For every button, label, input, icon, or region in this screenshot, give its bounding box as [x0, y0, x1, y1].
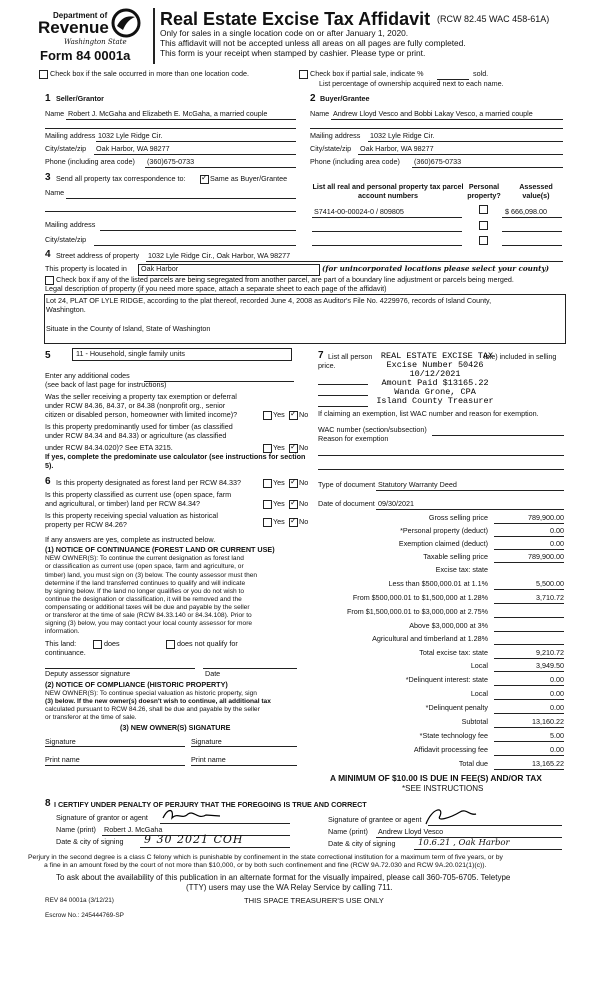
- doc-date-line: [376, 509, 564, 510]
- seller-name[interactable]: Robert J. McGaha and Elizabeth E. McGaha, a married couple: [68, 109, 268, 118]
- grantor-signature-label: Signature of grantor or agent: [56, 813, 148, 822]
- calc-value-14[interactable]: 0.00: [494, 704, 564, 714]
- grantor-signature-image: [160, 806, 240, 824]
- owner-print-label-2: Print name: [191, 755, 226, 764]
- section-8-number: 8: [45, 798, 51, 809]
- notice-1-line-6: continue the designation or classification, it will be removed and the: [45, 596, 242, 603]
- personal-property-checkbox-2[interactable]: [479, 221, 488, 230]
- calc-label-5: Less than $500,000.01 at 1.1%: [388, 579, 488, 588]
- header-divider: [153, 8, 155, 64]
- does-qualify-checkbox[interactable]: [93, 640, 102, 649]
- calc-label-4: Excise tax: state: [435, 565, 488, 574]
- items-line-2: [318, 395, 368, 396]
- availability-line-2: (TTY) users may use the WA Relay Service by calling 711.: [186, 883, 393, 892]
- this-land-label: This land:: [45, 639, 77, 648]
- doc-type-line: [376, 490, 564, 491]
- personal-property-checkbox-1[interactable]: [479, 205, 488, 214]
- exemption-yes-checkbox[interactable]: [263, 411, 272, 420]
- notice-1-line-3: timber) land, you must sign on (3) below. The county assessor must then: [45, 572, 258, 579]
- calc-label-14: *Delinquent penalty: [425, 703, 488, 712]
- corr-mailing-line: [100, 230, 296, 231]
- unincorporated-note: (for unincorporated locations please select your county): [322, 264, 550, 273]
- located-label: This property is located in: [45, 264, 127, 273]
- legal-line-1: Lot 24, PLAT OF LYLE RIDGE, according to the plat thereof, recorded June 4, 2008 as Auditor's File No. 4229976, records of Island County,: [46, 296, 492, 305]
- legal-line-2: Washington.: [46, 305, 86, 314]
- grantee-signature-image: [420, 804, 480, 828]
- seller-city-label: City/state/zip: [45, 144, 87, 153]
- current-use-no-checkbox[interactable]: [289, 500, 298, 509]
- stamp-line-1: REAL ESTATE EXCISE TAX: [380, 351, 494, 361]
- same-as-buyer-checkbox[interactable]: [200, 175, 209, 184]
- notice-continuance-heading: (1) NOTICE OF CONTINUANCE (FOREST LAND OR CURRENT USE): [45, 545, 275, 554]
- section-5-number: 5: [45, 350, 51, 361]
- tax-calculation-table: [318, 514, 576, 774]
- historic-yes-checkbox[interactable]: [263, 518, 272, 527]
- corr-city-line: [94, 245, 296, 246]
- owner-print-line-2: [191, 765, 297, 766]
- notice-2-line-1: NEW OWNER(S): To continue special valuation as historic property, sign: [45, 690, 257, 697]
- grantor-name[interactable]: Robert J. McGaha: [104, 825, 163, 834]
- header: [0, 0, 600, 70]
- header-line-3: This form is your receipt when stamped by cashier. Please type or print.: [160, 48, 426, 58]
- calc-label-13: Local: [470, 689, 488, 698]
- form-title: Real Estate Excise Tax Affidavit: [160, 9, 431, 29]
- grantee-name[interactable]: Andrew Lloyd Vesco: [378, 827, 444, 836]
- grantor-date-label: Date & city of signing: [56, 837, 124, 846]
- legal-description-label: Legal description of property (if you need more space, attach a separate sheet to each page of the affidavit): [45, 284, 387, 293]
- partial-sold-label: sold.: [473, 69, 489, 78]
- buyer-mailing-line: [368, 141, 563, 142]
- calc-value-1[interactable]: 0.00: [494, 527, 564, 537]
- notice-1-line-1: NEW OWNER(S): To continue the current designation as forest land: [45, 555, 244, 562]
- seller-name-label: Name: [45, 109, 65, 118]
- owner-sig-label-1: Signature: [45, 737, 76, 746]
- list-all-label: List all person: [328, 352, 373, 361]
- corr-name-line: [66, 198, 296, 199]
- notice-1-line-10: information.: [45, 628, 80, 635]
- calc-label-3: Taxable selling price: [423, 552, 488, 561]
- header-line-2: This affidavit will not be accepted unless all areas on all pages are fully completed.: [160, 38, 466, 48]
- forest-yes-label: Yes: [273, 478, 285, 487]
- parcel-number[interactable]: S7414-00-00024-0 / 809805: [314, 207, 404, 216]
- partial-list-label: List percentage of ownership acquired next to each name.: [319, 79, 504, 88]
- legal-description-box[interactable]: [44, 294, 566, 344]
- assessed-line-2: [502, 231, 562, 232]
- calc-label-18: Total due: [458, 759, 488, 768]
- buyer-heading: Buyer/Grantee: [320, 94, 370, 103]
- minimum-due-note: A MINIMUM OF $10.00 IS DUE IN FEE(S) AND/OR TAX: [330, 773, 542, 783]
- escrow-number: Escrow No.: 245444769-SP: [45, 912, 124, 919]
- calc-value-17[interactable]: 0.00: [494, 746, 564, 756]
- correspondence-label: Send all property tax correspondence to:: [56, 174, 186, 183]
- seller-city[interactable]: Oak Harbor, WA 98277: [96, 144, 170, 153]
- calc-value-16[interactable]: 5.00: [494, 732, 564, 742]
- timber-no-label: No: [299, 443, 309, 452]
- exemption-no-checkbox[interactable]: [289, 411, 298, 420]
- historic-no-checkbox[interactable]: [289, 518, 298, 527]
- included-label: ible) included in selling: [484, 352, 557, 361]
- calc-label-10: Total excise tax: state: [419, 648, 488, 657]
- calc-value-3[interactable]: 789,900.00: [494, 553, 564, 563]
- stamp-line-6: Island County Treasurer: [376, 396, 494, 406]
- rcw-reference: (RCW 82.45 WAC 458-61A): [437, 14, 550, 24]
- calc-value-0[interactable]: 789,900.00: [494, 514, 564, 524]
- revenue-logo-icon: [111, 8, 141, 38]
- section-2-number: 2: [310, 93, 316, 104]
- section-6-number: 6: [45, 476, 51, 487]
- grantor-date-line: [140, 847, 290, 848]
- street-label: Street address of property: [56, 251, 140, 260]
- calc-label-0: Gross selling price: [428, 513, 488, 522]
- corr-name-line-2: [45, 211, 296, 212]
- calc-value-2[interactable]: 0.00: [494, 540, 564, 550]
- agency-name: Revenue: [38, 18, 109, 37]
- calc-value-13[interactable]: 0.00: [494, 690, 564, 700]
- current-use-q-1: Is this property classified as current use (open space, farm: [45, 490, 232, 499]
- land-use-code-select[interactable]: [72, 348, 292, 361]
- forest-no-label: No: [299, 478, 309, 487]
- historic-q-2: property per RCW 84.26?: [45, 520, 127, 529]
- partial-sale-checkbox[interactable]: [299, 70, 308, 79]
- form-number: Form 84 0001a: [40, 48, 131, 63]
- items-line-3: [318, 406, 368, 407]
- seller-mailing-line: [96, 141, 296, 142]
- seller-heading: Seller/Grantor: [56, 94, 104, 103]
- seller-phone[interactable]: (360)675-0733: [147, 157, 195, 166]
- assessed-header: Assessed value(s): [519, 182, 553, 200]
- calc-value-10[interactable]: 9,210.72: [494, 649, 564, 659]
- dept-of: Department of: [53, 11, 108, 20]
- grantor-date-city[interactable]: 9 30 2021 COH: [144, 833, 244, 846]
- exemption-q-2: under RCW 84.36, 84.37, or 84.38 (nonprofit org., senior: [45, 401, 226, 410]
- current-use-q-2: and agricultural, or timber) land per RCW 84.34?: [45, 499, 201, 508]
- exemption-q-3: citizen or disabled person, homeowner with limited income)?: [45, 410, 238, 419]
- grantee-date-city[interactable]: 10.6.21 , Oak Harbor: [418, 838, 510, 848]
- calc-label-15: Subtotal: [461, 717, 488, 726]
- calc-value-11[interactable]: 3,949.50: [494, 662, 564, 672]
- calc-value-8[interactable]: [494, 622, 564, 632]
- calc-value-15[interactable]: 13,160.22: [494, 718, 564, 728]
- if-any-note: If any answers are yes, complete as instructed below.: [45, 535, 216, 544]
- partial-sale-label: Check box if partial sale, indicate %: [310, 69, 424, 78]
- additional-codes-label: Enter any additional codes: [45, 371, 130, 380]
- buyer-city-label: City/state/zip: [310, 144, 352, 153]
- buyer-mailing-label: Mailing address: [310, 131, 361, 140]
- reason-line-1: [318, 455, 564, 456]
- seller-name-line-2: [45, 128, 296, 129]
- doc-date-label: Date of document: [318, 499, 375, 508]
- availability-line-1: To ask about the availability of this publication in an alternate format for the visually impaired, please call 360-705-6705. Teletype: [56, 873, 511, 882]
- calc-value-9[interactable]: [494, 635, 564, 645]
- calc-value-18[interactable]: 13,165.22: [494, 760, 564, 770]
- forest-no-checkbox[interactable]: [289, 479, 298, 488]
- buyer-city-line: [358, 154, 563, 155]
- buyer-name-line-2: [310, 128, 563, 129]
- items-line-1: [318, 384, 368, 385]
- seller-phone-line: [145, 167, 296, 168]
- stamp-line-5: Wanda Grone, CPA: [394, 387, 476, 397]
- calc-label-2: Exemption claimed (deduct): [398, 539, 488, 548]
- grantor-name-label: Name (print): [56, 825, 96, 834]
- seller-mailing-label: Mailing address: [45, 131, 96, 140]
- calc-label-6: From $500,000.01 to $1,500,000 at 1.28%: [352, 593, 488, 602]
- same-as-buyer-label: Same as Buyer/Grantee: [210, 174, 288, 183]
- seller-mailing[interactable]: 1032 Lyle Ridge Cir.: [98, 131, 163, 140]
- location-value: Oak Harbor: [141, 264, 179, 273]
- certify-statement: I CERTIFY UNDER PENALTY OF PERJURY THAT THE FOREGOING IS TRUE AND CORRECT: [54, 800, 367, 809]
- multi-location-checkbox[interactable]: [39, 70, 48, 79]
- notice-2-line-2: (3) below. If the new owner(s) doesn't wish to continue, all additional tax: [45, 698, 271, 705]
- notice-1-line-5: by signing below. If the land no longer qualifies or you do not wish to: [45, 588, 245, 595]
- stamp-line-4: Amount Paid $13165.22: [381, 378, 489, 388]
- deputy-date-label: Date: [205, 669, 221, 678]
- current-use-no-label: No: [299, 499, 309, 508]
- notice-1-line-4: determine if the land transferred continues to qualify and will indicate: [45, 580, 246, 587]
- seller-phone-label: Phone (including area code): [45, 157, 135, 166]
- forest-yes-checkbox[interactable]: [263, 479, 272, 488]
- if-yes-note: If yes, complete the predominate use calculator (see instructions for section 5).: [45, 452, 306, 470]
- grantee-name-label: Name (print): [328, 827, 368, 836]
- historic-q-1: Is this property receiving special valuation as historical: [45, 511, 218, 520]
- calc-value-5[interactable]: 5,500.00: [494, 580, 564, 590]
- calc-label-8: Above $3,000,000 at 3%: [409, 621, 488, 630]
- calc-label-11: Local: [470, 661, 488, 670]
- notice-1-line-7: compensating or additional taxes will be due and payable by the seller: [45, 604, 250, 611]
- does-label: does: [104, 639, 120, 648]
- treasurer-use-label: THIS SPACE TREASURER'S USE ONLY: [244, 896, 384, 905]
- legal-line-3: Situate in the County of Island, State of Washington: [46, 324, 211, 333]
- doc-date-value[interactable]: 09/30/2021: [378, 499, 414, 508]
- owner-print-label-1: Print name: [45, 755, 80, 764]
- corr-city-label: City/state/zip: [45, 235, 87, 244]
- buyer-phone[interactable]: (360)675-0733: [414, 157, 462, 166]
- calc-value-12[interactable]: 0.00: [494, 676, 564, 686]
- exemption-claim-label: If claiming an exemption, list WAC number and reason for exemption.: [318, 409, 539, 418]
- calc-label-1: *Personal property (deduct): [400, 526, 488, 535]
- see-instructions-note: *SEE INSTRUCTIONS: [402, 784, 484, 793]
- parcel-header: List all real and personal property tax parcel account numbers: [312, 182, 464, 200]
- doc-type-value[interactable]: Statutory Warranty Deed: [378, 480, 457, 489]
- grantee-date-line: [414, 849, 562, 850]
- buyer-name[interactable]: Andrew Lloyd Vesco and Bobbi Lakay Vesco, a married couple: [333, 109, 533, 118]
- buyer-phone-line: [412, 167, 563, 168]
- timber-q-3: under RCW 84.34.020)? See ETA 3215.: [45, 443, 173, 452]
- notice-1-line-8: or transferor at the time of sale (RCW 84.33.140 or 84.34.108). Prior to: [45, 612, 252, 619]
- new-owner-sig-heading: (3) NEW OWNER(S) SIGNATURE: [120, 723, 231, 732]
- corr-mailing-label: Mailing address: [45, 220, 96, 229]
- buyer-name-line: [331, 119, 563, 120]
- notice-1-line-9: signing (3) below, you may contact your local county assessor for more: [45, 620, 253, 627]
- personal-header: Personal property?: [467, 182, 501, 200]
- calc-value-7[interactable]: [494, 608, 564, 618]
- forest-q: Is this property designated as forest land per RCW 84.33?: [56, 478, 241, 487]
- buyer-city[interactable]: Oak Harbor, WA 98277: [360, 144, 434, 153]
- exemption-yes-label: Yes: [273, 410, 285, 419]
- stamp-line-3: 10/12/2021: [409, 369, 461, 379]
- does-not-label: does not qualify for: [177, 639, 238, 648]
- historic-yes-label: Yes: [273, 517, 285, 526]
- multi-location-label: Check box if the sale occurred in more than one location code.: [50, 69, 249, 78]
- property-street[interactable]: 1032 Lyle Ridge Cir., Oak Harbor, WA 98277: [148, 251, 291, 260]
- notice-2-line-3: calculated pursuant to RCW 84.26, shall be due and payable by the seller: [45, 706, 260, 713]
- does-not-qualify-checkbox[interactable]: [166, 640, 175, 649]
- parcel-line-2: [312, 231, 462, 232]
- exemption-q-1: Was the seller receiving a property tax exemption or deferral: [45, 392, 237, 401]
- state-name: Washington State: [64, 38, 127, 46]
- calc-label-17: Affidavit processing fee: [413, 745, 488, 754]
- segregated-label: Check box if any of the listed parcels are being segregated from another parcel, are part of a boundary line adjustment or parcels being merged.: [56, 275, 514, 284]
- calc-label-9: Agricultural and timberland at 1.28%: [372, 634, 488, 643]
- current-use-yes-checkbox[interactable]: [263, 500, 272, 509]
- seller-name-line: [66, 119, 296, 120]
- calc-label-16: *State technology fee: [419, 731, 488, 740]
- seller-city-line: [94, 154, 296, 155]
- owner-sig-label-2: Signature: [191, 737, 222, 746]
- section-1-number: 1: [45, 93, 51, 104]
- notice-1-line-2: or classification as current use (open space, farm and agriculture, or: [45, 563, 244, 570]
- reason-label: Reason for exemption: [318, 434, 389, 443]
- timber-yes-label: Yes: [273, 443, 285, 452]
- buyer-mailing[interactable]: 1032 Lyle Ridge Cir.: [370, 131, 435, 140]
- buyer-phone-label: Phone (including area code): [310, 157, 400, 166]
- current-use-yes-label: Yes: [273, 499, 285, 508]
- perjury-line-2: a fine in an amount fixed by the court of not more than $10,000, or by both such confinement and fine (RCW 9A.72.030 and RCW 9A.20.021(1)(c)).: [44, 862, 487, 869]
- continuance-label: continuance.: [45, 648, 86, 657]
- timber-q-1: Is this property predominantly used for timber (as classified: [45, 422, 233, 431]
- assessed-line-3: [502, 245, 562, 246]
- exemption-no-label: No: [299, 410, 309, 419]
- street-line: [146, 261, 563, 262]
- price-label: price.: [318, 361, 336, 370]
- personal-property-checkbox-3[interactable]: [479, 236, 488, 245]
- calc-value-6[interactable]: 3,710.72: [494, 594, 564, 604]
- reason-line-2: [318, 469, 564, 470]
- assessed-value[interactable]: $ 666,098.00: [505, 207, 547, 216]
- additional-codes-line: [144, 381, 294, 382]
- wac-line: [432, 435, 564, 436]
- section-3-number: 3: [45, 172, 51, 183]
- revision-label: REV 84 0001a (3/12/21): [45, 897, 114, 904]
- stamp-line-2: Excise Number 50426: [386, 360, 484, 370]
- notice-2-line-4: or transferor at the time of sale.: [45, 714, 137, 721]
- section-7-number: 7: [318, 350, 324, 361]
- historic-no-label: No: [299, 517, 309, 526]
- land-use-code: 11 - Household, single family units: [76, 349, 185, 358]
- assessed-line-1: [502, 217, 562, 218]
- see-back-label: (see back of last page for instructions): [45, 380, 167, 389]
- parcel-line-3: [312, 245, 462, 246]
- doc-type-label: Type of document: [318, 480, 376, 489]
- corr-name-label: Name: [45, 188, 65, 197]
- grantee-date-label: Date & city of signing: [328, 839, 396, 848]
- deputy-signature-label: Deputy assessor signature: [45, 669, 131, 678]
- calc-label-12: *Delinquent interest: state: [405, 675, 488, 684]
- owner-print-line-1: [45, 765, 185, 766]
- buyer-name-label: Name: [310, 109, 330, 118]
- calc-label-7: From $1,500,000.01 to $3,000,000 at 2.75%: [346, 607, 488, 616]
- grantee-signature-label: Signature of grantee or agent: [328, 815, 422, 824]
- timber-q-2: under RCW 84.34 and 84.33) or agriculture (as classified: [45, 431, 227, 440]
- section-4-number: 4: [45, 249, 51, 260]
- header-line-1: Only for sales in a single location code on or after January 1, 2020.: [160, 28, 409, 38]
- wac-label: WAC number (section/subsection): [318, 425, 427, 434]
- notice-compliance-heading: (2) NOTICE OF COMPLIANCE (HISTORIC PROPERTY): [45, 680, 228, 689]
- treasurer-stamp: [370, 352, 500, 412]
- parcel-line-1: [312, 217, 462, 218]
- perjury-line-1: Perjury in the second degree is a class C felony which is punishable by confinement in the state correctional institution for a maximum term of five years, or by: [28, 854, 503, 861]
